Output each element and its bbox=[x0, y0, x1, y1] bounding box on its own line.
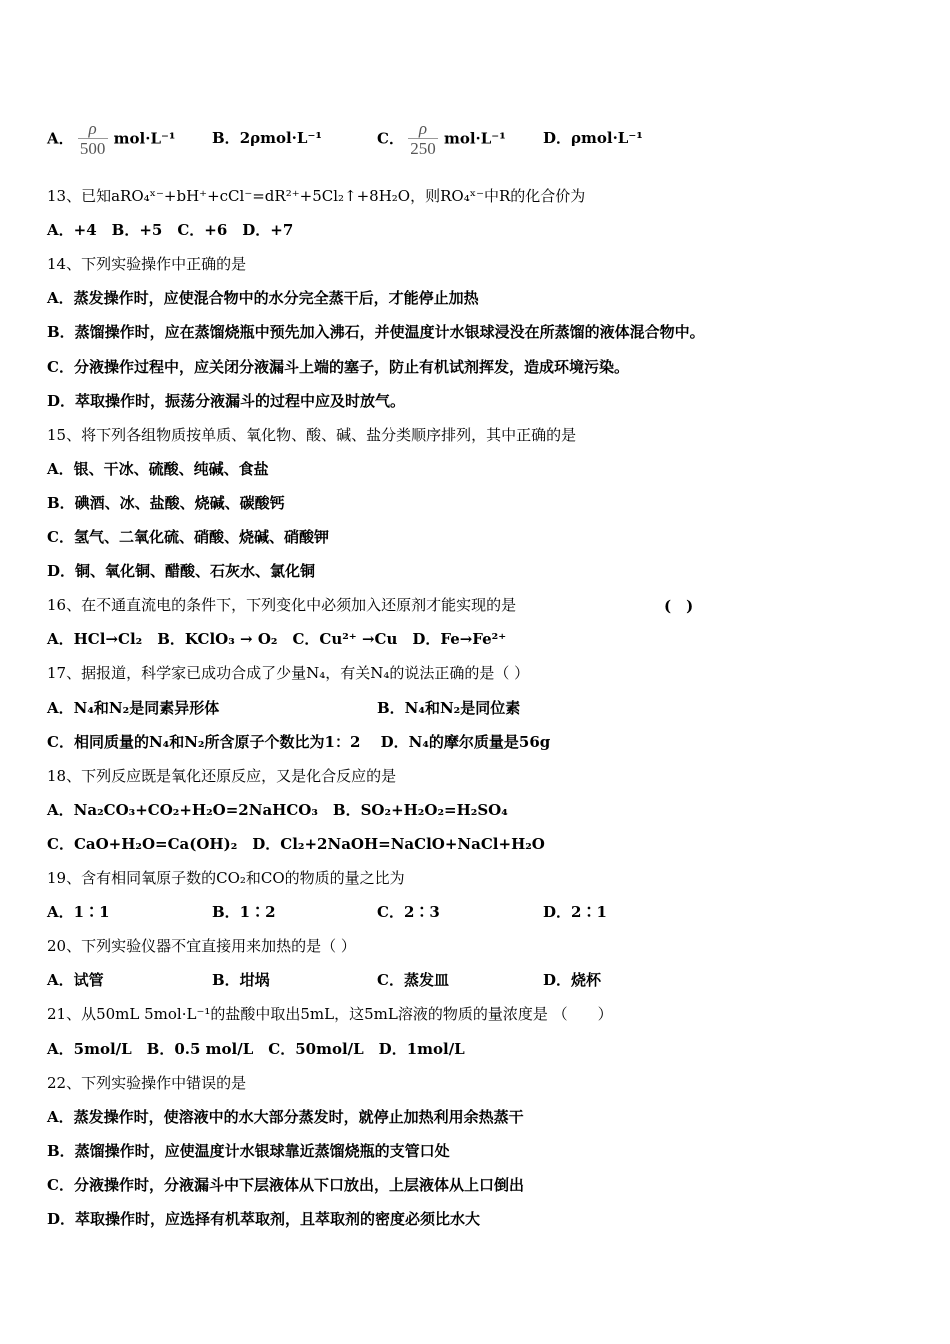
unit: mol·L⁻¹ bbox=[113, 129, 176, 148]
option-line: C．相同质量的N₄和N₂所含原子个数比为1：2 D．N₄的摩尔质量是56g bbox=[47, 732, 551, 751]
option-line: C．分液操作时，分液漏斗中下层液体从下口放出，上层液体从上口倒出 bbox=[47, 1175, 524, 1194]
option: B．N₄和N₂是同位素 bbox=[377, 698, 521, 717]
option-line: B．蒸馏操作时，应使温度计水银球靠近蒸馏烧瓶的支管口处 bbox=[47, 1141, 450, 1160]
option-d bbox=[543, 128, 643, 148]
option-text: 2ρmol·L⁻¹ bbox=[239, 129, 322, 147]
option-label: C． bbox=[377, 129, 404, 148]
option: B．坩埚 bbox=[212, 971, 270, 990]
question-stem: 17、据报道，科学家已成功合成了少量N₄，有关N₄的说法正确的是（ ） bbox=[47, 664, 530, 683]
option-line: A．5mol/L B．0.5 mol/L C．50mol/L D．1mol/L bbox=[47, 1039, 465, 1058]
option-label: D． bbox=[543, 129, 572, 147]
option: A．试管 bbox=[47, 971, 104, 990]
option-b bbox=[212, 128, 322, 148]
option-line: B．蒸馏操作时，应在蒸馏烧瓶中预先加入沸石，并使温度计水银球浸没在所蒸馏的液体混合物中。 bbox=[47, 323, 705, 342]
option-line: D．铜、氧化铜、醋酸、石灰水、氯化铜 bbox=[47, 562, 316, 581]
option-label: A． bbox=[47, 129, 74, 148]
question-stem: 22、下列实验操作中错误的是 bbox=[47, 1073, 247, 1092]
option-line: B．碘酒、冰、盐酸、烧碱、碳酸钙 bbox=[47, 493, 285, 512]
option-line: A．Na₂CO₃+CO₂+H₂O=2NaHCO₃ B．SO₂+H₂O₂=H₂SO₄ bbox=[47, 800, 508, 819]
fraction bbox=[78, 120, 108, 159]
option: C．2∶3 bbox=[377, 903, 440, 922]
option-line: A．+4 B．+5 C．+6 D．+7 bbox=[47, 221, 294, 240]
numerator: ρ bbox=[88, 119, 97, 138]
option-line: C．CaO+H₂O=Ca(OH)₂ D．Cl₂+2NaOH=NaClO+NaCl+H₂O bbox=[47, 834, 545, 853]
answer-parenthesis: ( ) bbox=[664, 597, 694, 616]
option: C．蒸发皿 bbox=[377, 971, 449, 990]
option-line: D．萃取操作时，振荡分液漏斗的过程中应及时放气。 bbox=[47, 391, 406, 410]
option-label: B． bbox=[212, 129, 240, 147]
option: B．1∶2 bbox=[212, 903, 276, 922]
option-line: A．HCl→Cl₂ B．KClO₃ → O₂ C．Cu²⁺ →Cu D．Fe→Fe²⁺ bbox=[47, 630, 507, 649]
option-line: C．氢气、二氧化硫、硝酸、烧碱、硝酸钾 bbox=[47, 528, 329, 546]
option-a bbox=[47, 120, 175, 159]
option-text: ρmol·L⁻¹ bbox=[571, 129, 643, 147]
option: D．2∶1 bbox=[543, 903, 607, 922]
question-stem: 14、下列实验操作中正确的是 bbox=[47, 255, 247, 274]
option-line: D．萃取操作时，应选择有机萃取剂，且萃取剂的密度必须比水大 bbox=[47, 1210, 481, 1228]
option: A．N₄和N₂是同素异形体 bbox=[47, 698, 220, 717]
option: A．1∶1 bbox=[47, 903, 110, 922]
option-line: A．银、干冰、硫酸、纯碱、食盐 bbox=[47, 459, 269, 478]
option-line: C．分液操作过程中，应关闭分液漏斗上端的塞子，防止有机试剂挥发，造成环境污染。 bbox=[47, 357, 629, 376]
fraction bbox=[408, 120, 438, 159]
option-line: A．蒸发操作时，应使混合物中的水分完全蒸干后，才能停止加热 bbox=[47, 289, 479, 308]
option-line: A．蒸发操作时，使溶液中的水大部分蒸发时，就停止加热利用余热蒸干 bbox=[47, 1107, 524, 1126]
denominator: 250 bbox=[410, 139, 436, 158]
question-stem: 20、下列实验仪器不宜直接用来加热的是（ ） bbox=[47, 937, 356, 956]
question-stem: 19、含有相同氧原子数的CO₂和CO的物质的量之比为 bbox=[47, 869, 405, 887]
question-stem: 18、下列反应既是氧化还原反应，又是化合反应的是 bbox=[47, 766, 397, 785]
option: D．烧杯 bbox=[543, 971, 602, 990]
question-stem: 13、已知aRO₄ˣ⁻+bH⁺+cCl⁻=dR²⁺+5Cl₂↑+8H₂O，则RO₄ˣ⁻中R的化合价为 bbox=[47, 187, 586, 205]
question-stem: 15、将下列各组物质按单质、氧化物、酸、碱、盐分类顺序排列，其中正确的是 bbox=[47, 425, 577, 444]
numerator: ρ bbox=[418, 119, 428, 138]
unit: mol·L⁻¹ bbox=[443, 129, 506, 148]
option-c bbox=[377, 120, 506, 159]
question-stem: 16、在不通直流电的条件下，下列变化中必须加入还原剂才能实现的是 bbox=[47, 596, 517, 615]
denominator: 500 bbox=[79, 139, 106, 158]
question-stem: 21、从50mL 5mol·L⁻¹的盐酸中取出5mL，这5mL溶液的物质的量浓度是 （ ） bbox=[47, 1005, 613, 1024]
